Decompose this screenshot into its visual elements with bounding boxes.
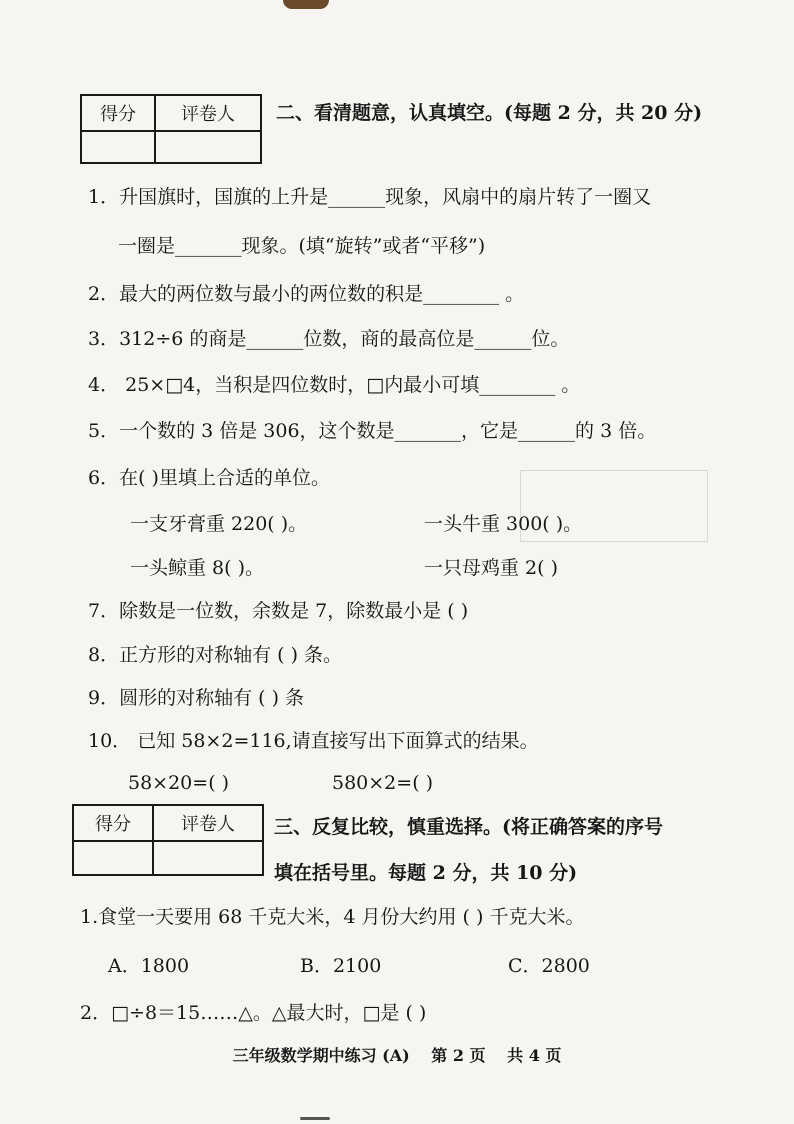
choice-1-option-b[interactable]: B．2100	[300, 955, 382, 977]
choice-1-option-a[interactable]: A．1800	[108, 955, 190, 977]
question-7: 7．除数是一位数，余数是 7，除数最小是 ( )	[88, 600, 469, 622]
question-1-line-2: 一圈是_______现象。(填“旋转”或者“平移”)	[118, 235, 486, 257]
question-9: 9．圆形的对称轴有 ( ) 条	[88, 687, 305, 709]
bottom-edge-mark	[300, 1117, 330, 1120]
score-cell[interactable]	[73, 841, 153, 875]
exam-name: 三年级数学期中练习 (A)	[232, 1046, 410, 1065]
page-number: 第 2 页	[431, 1046, 486, 1065]
score-label: 得分	[73, 805, 153, 841]
score-table-section-2	[80, 94, 262, 164]
score-cell[interactable]	[81, 131, 155, 163]
page-footer	[0, 1043, 794, 1066]
question-6-whale: 一头鲸重 8( )。	[130, 557, 264, 579]
question-6-toothpaste: 一支牙膏重 220( )。	[130, 513, 308, 535]
grader-label: 评卷人	[153, 805, 263, 841]
score-label: 得分	[81, 95, 155, 131]
binding-clip-mark	[283, 0, 329, 9]
question-5: 5．一个数的 3 倍是 306，这个数是_______，它是______的 3 倍。	[88, 420, 657, 442]
question-10-b: 580×2=( )	[332, 772, 434, 794]
question-4: 4． 25×□4，当积是四位数时，□内最小可填________ 。	[88, 374, 581, 396]
question-6: 6．在( )里填上合适的单位。	[88, 467, 330, 489]
question-2: 2．最大的两位数与最小的两位数的积是________ 。	[88, 283, 525, 305]
question-1-line-1: 1．升国旗时，国旗的上升是______现象，风扇中的扇片转了一圈又	[88, 186, 652, 208]
section-3-title-line-2: 填在括号里。每题 2 分，共 10 分)	[274, 862, 578, 884]
grader-cell[interactable]	[153, 841, 263, 875]
question-6-cow: 一头牛重 300( )。	[424, 513, 583, 535]
question-8: 8．正方形的对称轴有 ( ) 条。	[88, 644, 343, 666]
score-table-section-3	[72, 804, 264, 876]
total-pages: 共 4 页	[507, 1046, 562, 1065]
grader-cell[interactable]	[155, 131, 261, 163]
question-6-hen: 一只母鸡重 2( )	[424, 557, 558, 579]
choice-question-1: 1.食堂一天要用 68 千克大米，4 月份大约用 ( ) 千克大米。	[80, 906, 585, 928]
section-2-title: 二、看清题意，认真填空。(每题 2 分，共 20 分)	[276, 102, 703, 124]
choice-1-option-c[interactable]: C．2800	[508, 955, 590, 977]
question-3: 3．312÷6 的商是______位数，商的最高位是______位。	[88, 328, 570, 350]
grader-label: 评卷人	[155, 95, 261, 131]
choice-question-2: 2．□÷8＝15……△。△最大时，□是 ( )	[80, 1002, 427, 1024]
question-10: 10． 已知 58×2=116,请直接写出下面算式的结果。	[88, 730, 539, 752]
question-10-a: 58×20=( )	[128, 772, 230, 794]
section-3-title-line-1: 三、反复比较，慎重选择。(将正确答案的序号	[274, 816, 663, 838]
